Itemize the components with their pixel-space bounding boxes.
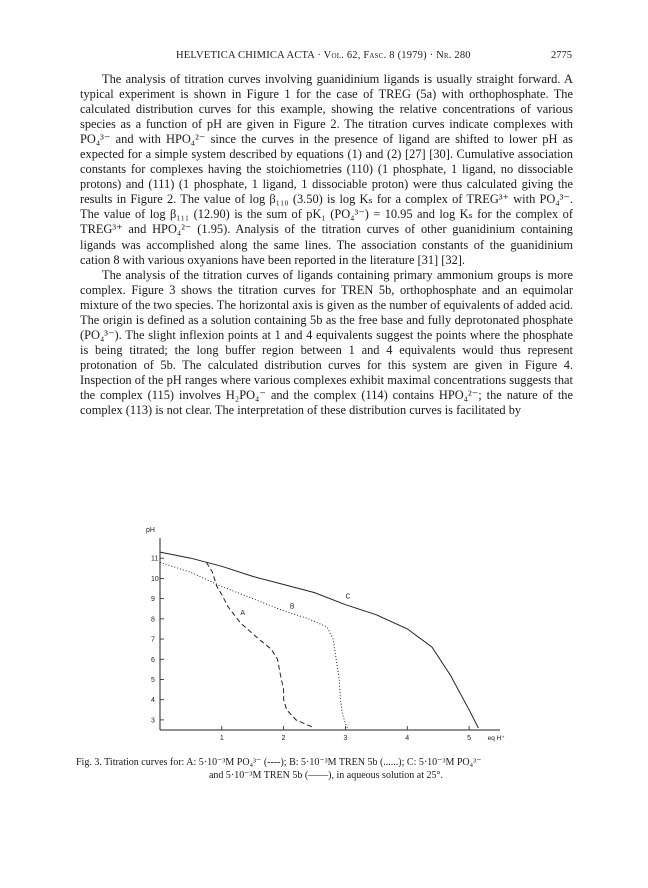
caption-line-2: and 5·10⁻³M TREN 5b (——), in aqueous solution at 25°.	[208, 770, 443, 781]
paragraph: The analysis of titration curves involving guanidinium ligands is usually straight forward. A typical experiment is shown in Figure 1 for the case of TREG (5a) with orthophosphate. The calculated distribution curves for this example, showing the relative concentrations of various species as a function of pH are given in Figure 2. The titration curves indicate complexes with PO₄³⁻ and with HPO₄²⁻ since the curves in the presence of ligand are shifted to lower pH as expected for a simple system described by equations (1) and (2) [27] [30]. Cumulative association constants for complexes having the stoichiometries (110) (1 phosphate, 1 ligand, no dissociable protons) and (111) (1 phosphate, 1 ligand, 1 dissociable proton) were thus calculated giving the results in Figure 2. The value of log β₁₁₀ (3.50) is log Kₛ for a complex of TREG³⁺ with PO₄³⁻. The value of log β₁₁₁ (12.90) is the sum of pK₁ (PO₄³⁻) = 10.95 and log Kₛ for the complex of TREG³⁺ and HPO₄²⁻ (1.95). Analysis of the titration curves of other guanidinium containing ligands was accomplished along the same lines. The association constants of the guanidinium cation 8 with various oxyanions have been reported in the literature [31] [32].	[80, 72, 573, 267]
y-tick-label: 4	[151, 697, 155, 705]
series-line-b	[160, 562, 349, 730]
x-tick-label: 2	[281, 735, 286, 742]
paragraph: The analysis of the titration curves of ligands containing primary ammonium groups is more complex. Figure 3 shows the titration curves for TREN 5b, orthophosphate and an equimolar mixture of the two species. The horizontal axis is given as the number of equivalents of added acid. The origin is defined as a solution containing 5b as the free base and fully deprotonated phosphate (PO₄³⁻). The slight inflexion points at 1 and 4 equivalents suggest the points where the phosphate is being titrated; the long buffer region between 1 and 4 equivalents would thus represent protonation of 5b. The calculated distribution curves for this system are given in Figure 4. Inspection of the pH ranges where various complexes exhibit maximal concentrations suggests that the complex (115) involves H₂PO₄⁻ and the complex (114) contains HPO₄²⁻; the nature of the complex (113) is not clear. The interpretation of these distribution curves is facilitated by	[80, 267, 573, 418]
journal-citation: HELVETICA CHIMICA ACTA · Vol. 62, Fasc. 8 (1979) · Nr. 280	[176, 50, 471, 61]
page-header	[80, 50, 572, 66]
y-tick-label: 10	[151, 575, 159, 583]
y-tick-label: 11	[151, 555, 159, 563]
y-tick-label: 6	[151, 656, 155, 664]
y-axis-label: pH	[146, 527, 155, 534]
series-label-b: B	[289, 603, 295, 611]
y-tick-label: 7	[151, 636, 155, 644]
series-label-a: A	[240, 609, 246, 617]
y-tick-label: 9	[151, 596, 155, 604]
series-label-c: C	[345, 593, 351, 601]
x-tick-label: 3	[343, 735, 348, 742]
x-tick-label: 4	[405, 735, 410, 742]
x-axis-label: eq H⁺	[487, 735, 505, 742]
series-line-a	[206, 562, 314, 728]
y-tick-label: 8	[151, 616, 155, 624]
y-tick-label: 3	[151, 717, 155, 725]
figure-caption	[76, 756, 576, 782]
caption-line-1: Fig. 3. Titration curves for: A: 5·10⁻³M PO₄³⁻ (----); B: 5·10⁻³M TREN 5b (......); C: 5·10⁻³M PO₄³⁻	[76, 757, 482, 768]
titration-figure	[140, 520, 520, 753]
series-line-c	[160, 552, 478, 728]
page-number: 2775	[551, 50, 572, 61]
y-tick-label: 5	[151, 676, 155, 684]
x-tick-label: 1	[219, 735, 224, 742]
body-text	[80, 72, 573, 418]
titration-chart	[140, 520, 520, 753]
x-tick-label: 5	[467, 735, 471, 742]
